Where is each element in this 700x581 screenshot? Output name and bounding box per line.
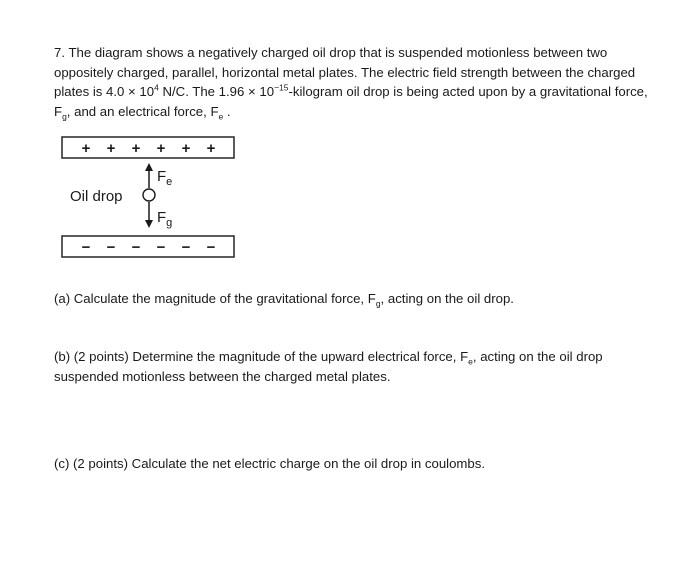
minus-sign: − xyxy=(181,239,191,256)
plus-sign: + xyxy=(181,140,191,157)
part-a-question xyxy=(54,289,654,309)
oil-drop-svg xyxy=(58,134,240,264)
plus-sign: + xyxy=(131,140,141,157)
fg-label-subscript: g xyxy=(166,217,173,229)
minus-sign: − xyxy=(106,239,116,256)
question-stem xyxy=(54,43,654,121)
plus-sign: + xyxy=(81,140,91,157)
part-c-question: (c) (2 points) Calculate the net electric charge on the oil drop in coulombs. xyxy=(54,456,486,471)
part-a-subscript: g xyxy=(375,298,381,309)
fg-symbol: F xyxy=(157,209,167,226)
plus-sign: + xyxy=(156,140,166,157)
minus-sign: − xyxy=(206,239,216,256)
gravitational-force-text: -kilogram oil drop is being acted upon by a gravitational force, F xyxy=(54,84,648,119)
oil-drop-circle xyxy=(143,189,155,201)
sentence-end: . xyxy=(223,103,231,119)
plus-sign: + xyxy=(206,140,216,157)
fe-subscript: e xyxy=(218,111,224,122)
part-b-text-end: , acting on the oil drop suspended motionless between the charged metal plates. xyxy=(54,349,603,384)
part-b-question xyxy=(54,347,654,386)
fg-subscript: g xyxy=(62,111,67,122)
oil-drop-diagram xyxy=(58,134,240,264)
minus-sign: − xyxy=(81,239,91,256)
fe-symbol: F xyxy=(157,168,167,185)
field-exponent: 4 xyxy=(154,82,159,93)
electrical-force-text: , and an electrical force, F xyxy=(66,103,219,119)
question-text xyxy=(54,43,654,121)
field-strength-text: The electric field strength between the charged plates is 4.0 × 10 xyxy=(54,64,636,100)
fe-label xyxy=(157,168,172,188)
part-a-text-end: , acting on the oil drop. xyxy=(380,291,514,306)
minus-sign: − xyxy=(131,239,141,256)
field-unit-text: N/C. xyxy=(158,84,189,100)
mass-exponent: −15 xyxy=(274,82,289,93)
question-sentence-1: The diagram shows a negatively charged oil drop that is suspended motionless between two oppositely charged, parallel, horizontal metal plates. xyxy=(54,45,608,80)
fg-label xyxy=(157,209,172,229)
part-b-subscript: e xyxy=(468,356,473,367)
plus-sign: + xyxy=(106,140,116,157)
mass-text: The 1.96 × 10 xyxy=(192,84,275,100)
part-a-text-start: (a) Calculate the magnitude of the gravitational force, F xyxy=(54,291,376,306)
question-number: 7. xyxy=(54,45,65,60)
fe-label-subscript: e xyxy=(166,176,173,188)
minus-sign: − xyxy=(156,239,166,256)
oil-drop-label: Oil drop xyxy=(70,188,123,205)
part-b-text-start: (b) (2 points) Determine the magnitude of the upward electrical force, F xyxy=(54,349,469,364)
